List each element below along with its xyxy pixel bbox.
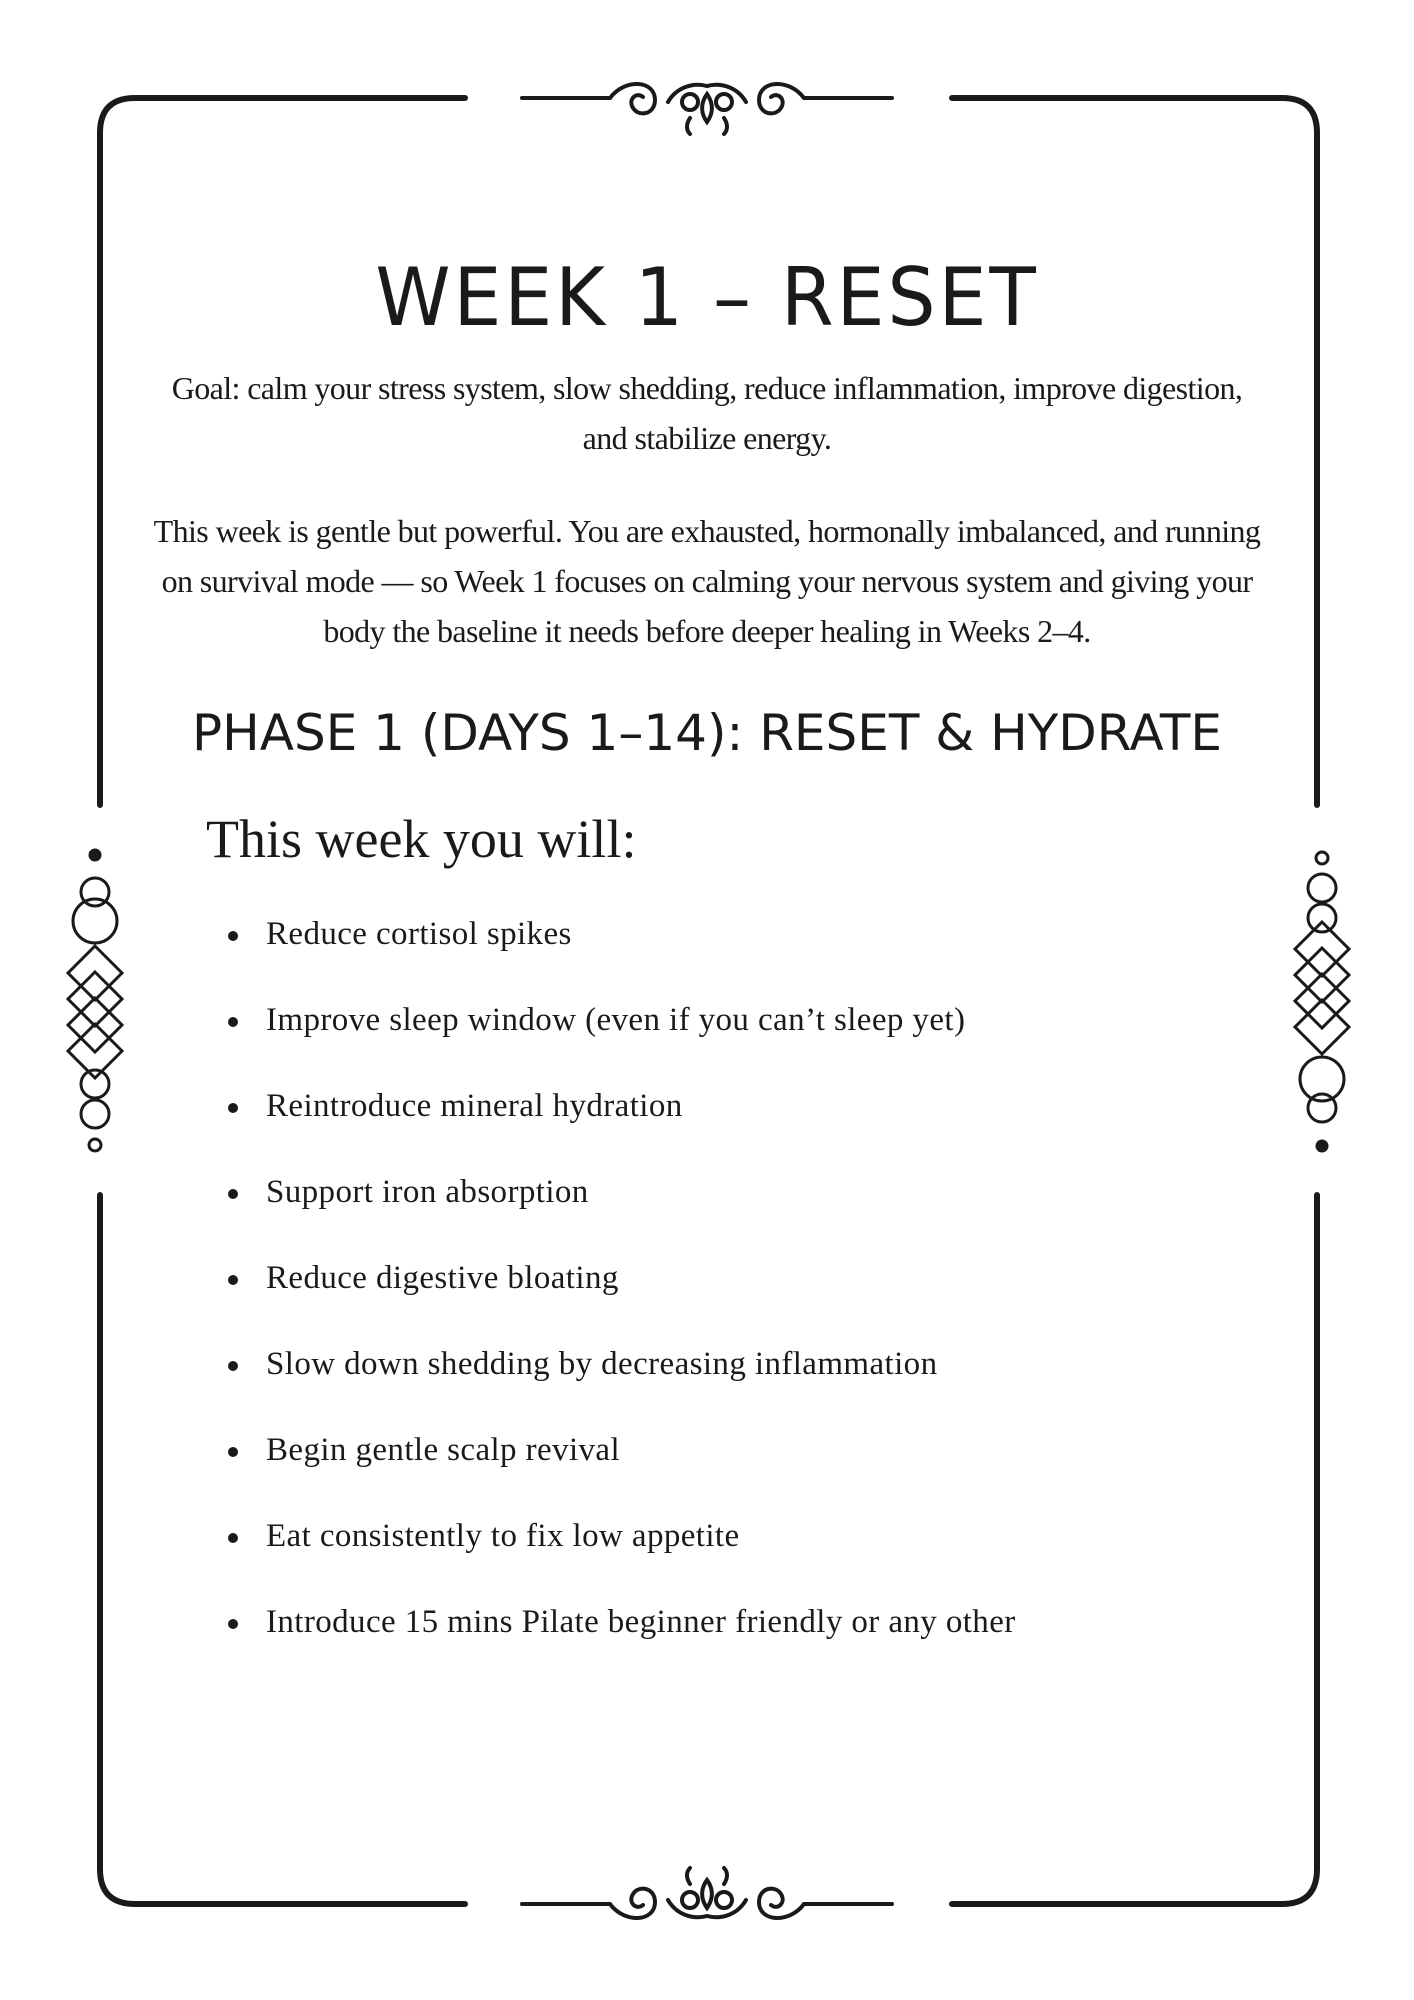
list-item: Slow down shedding by decreasing inflammation <box>218 1344 1016 1430</box>
list-item: Begin gentle scalp revival <box>218 1430 1016 1516</box>
top-flourish-icon <box>522 84 892 134</box>
list-item: Reduce cortisol spikes <box>218 914 1016 1000</box>
bottom-flourish-icon <box>522 1868 892 1918</box>
list-item: Eat consistently to fix low appetite <box>218 1516 1016 1602</box>
list-item: Support iron absorption <box>218 1172 1016 1258</box>
week-subheading: This week you will: <box>206 809 637 869</box>
page-title: WEEK 1 – RESET <box>375 251 1039 344</box>
goals-list <box>218 914 1016 1688</box>
right-side-ornament-icon <box>1295 852 1349 1151</box>
list-item: Improve sleep window (even if you can’t sleep yet) <box>218 1000 1016 1086</box>
left-side-ornament-icon <box>68 850 122 1151</box>
goal-text: Goal: calm your stress system, slow shedding, reduce inflammation, improve digestion, and stabilize energy. <box>171 370 1243 456</box>
intro-text: This week is gentle but powerful. You are exhausted, hormonally imbalanced, and running on survival mode — so Week 1 focuses on calming your nervous system and giving your body the baseline it needs before deeper healing in Weeks 2–4. <box>153 513 1261 649</box>
phase-heading: PHASE 1 (DAYS 1–14): RESET & HYDRATE <box>192 704 1222 762</box>
list-item: Introduce 15 mins Pilate beginner friendly or any other <box>218 1602 1016 1688</box>
list-item: Reintroduce mineral hydration <box>218 1086 1016 1172</box>
list-item: Reduce digestive bloating <box>218 1258 1016 1344</box>
